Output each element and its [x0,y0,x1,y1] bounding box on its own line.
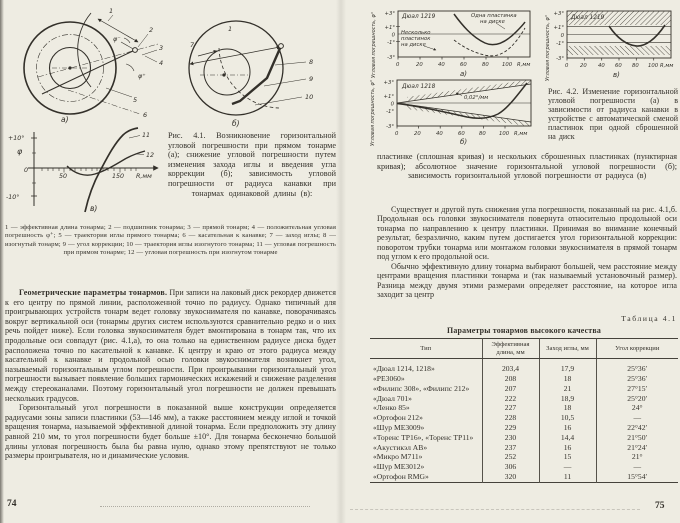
cell-angle: 25°36′ [627,373,648,383]
panel-label-a: а) [460,70,468,78]
tonearm-parameters-table [370,338,678,483]
mark-6: 6 [143,111,148,119]
cell-angle: 21°24′ [627,442,648,452]
xtick: 100 [648,63,659,69]
table-header-row [370,339,678,359]
col-header-length: Эффективная длина, мм [482,339,539,359]
fig41-legend: 1 — эффективная длина тонарма; 2 — подшипник тонарма; 3 — прямой тонарм; 4 — положительная угловая погрешность φ⁺; 5 — траектория иглы прямого тонарма; 6 — касательная к канавке; 7 — заход иглы; 8 — изогнутый тонарм; 9 — угол коррекции; 10 — траектория иглы изогнутого тонарма; 11 — угловая погрешность при прямом тонарме; 12 — угловая погрешность при изогнутом тонарме [5,224,336,256]
curve-11-label: 11 [142,132,151,139]
table-row [370,423,678,433]
x-tick-labels [395,131,527,137]
graph-v-labels [6,132,154,213]
cell-angle: 21°50′ [627,432,648,442]
dashed-label-line2: пластинок [401,36,431,42]
fig41-graph-error-vs-radius [4,126,168,214]
mark-1: 1 [228,25,233,33]
right-body-text [377,205,677,300]
paragraph-geometry [5,288,336,403]
chart-a-text [371,11,530,78]
fig42-chart-a [368,6,543,84]
cell-type: «Акустикэл АВ» [370,443,482,453]
paragraph-effective-length: Обычно эффективную длину тонарма выбирают большей, чем расстояние между центрами вращения пластинки тонарма и (так называемый установочный размер). Разница между двумя этими размерами определяет расстояние, на которое игла заходит за центр [377,261,677,300]
construction-lines [38,13,158,114]
mark-phi-plus: φ⁺ [138,72,146,80]
cell-length: 208 [482,374,539,384]
cell-length: 252 [482,452,539,462]
ytick: +3° [384,11,395,17]
mark-4: 4 [159,59,164,67]
cell-length: 229 [482,423,539,433]
x-tick-labels [565,63,673,69]
ytick: -1° [386,109,394,115]
dashed-label-line3: на диске [401,42,426,48]
y-axis-label: Угловая погрешность, φ° [370,79,376,146]
cell-overhang: 16 [539,443,596,453]
fig41a-labels [61,7,163,124]
table-label: Таблица 4.1 [621,314,677,323]
fig42-chart-b [367,76,545,150]
cell-type: «Микро М711» [370,452,482,462]
cell-length: 237 [482,443,539,453]
ytick: +1° [553,25,564,31]
x-unit-label: R,мм [136,173,152,180]
cell-length: 227 [482,403,539,413]
cell-type: «Дюал 701» [370,394,482,404]
cell-overhang: 16 [539,423,596,433]
mark-1: 1 [109,7,114,15]
cell-length: 230 [482,433,539,443]
xtick: 20 [416,62,423,68]
col-header-type: Тип [370,339,482,359]
paragraph-lead-rest: При записи на лаковый диск рекордер движется к его центру по прямой линии, расположенной точно по радиусу. Однако типичный для проигрывающих устройств тонарм ведет головку звукоснимателя по канавке, поворачиваясь вокруг вертикальной оси (тонармы других систем используются сравнительно редко и о них речь пойдет ниже). Если головка звукоснимателя будет вмонтирована в тонарм так, что их продольные оси совпадут (рис. 4.1,а), то она только на единственном радиусе диска будет расположена точно по касательной к канавке. К центру и краю от этого радиуса между касательной к канавке и продольной осью головки звукоснимателя возникнет угол, называемый горизонтальным углом погрешности. При проигрывании горизонтальный угол погрешности вызывает появление больших гармонических искажений и снижение разделения между стереоканалами. Поэтому горизонтальный угол погрешности не должен превышать нескольких градусов. [5,288,336,403]
ytick: -3° [387,55,395,61]
x-ruler-ticks [42,168,136,173]
y-axis-symbol: φ [17,147,23,156]
ytick: +3° [383,80,394,86]
xtick: 0 [396,62,400,68]
xtick: 20 [414,131,421,137]
y-zero-label: 0 [24,167,29,174]
curves [67,128,145,212]
fig41-caption: Рис. 4.1. Возникновение горизонтальной угловой погрешности при прямом тонарме (а); снижение угловой погрешности путем изменения захода иглы и введения угла коррекции (б); зависимость угловой погрешности от радиуса канавки при тонармах одинаковой длины (в): [168,131,336,198]
page-gutter-shadow [336,0,346,523]
xtick: 100 [499,131,510,137]
panel-label-v: в) [613,71,620,79]
cell-angle: 15°54′ [627,471,648,481]
ytick: 0 [391,32,395,39]
ytick: +1° [383,94,394,100]
col-header-angle: Угол коррекции [596,339,678,359]
cell-angle: 25°36′ [627,364,648,374]
scan-edge-artifact [0,0,4,523]
mark-5: 5 [133,96,138,104]
mark-7: 7 [190,41,195,49]
cell-overhang: — [539,462,596,472]
left-body-text [5,288,336,461]
table-row [370,413,678,423]
xtick: 60 [458,131,465,137]
cell-overhang: 18 [539,403,596,413]
axes [28,132,158,206]
table-row [370,394,678,404]
xtick: 80 [632,63,639,69]
paragraph-lead: Геометрические параметры тонармов. [19,288,168,297]
xtick: 60 [615,63,622,69]
fig42-caption-column: Рис. 4.2. Изменение горизонтальной угловой погрешности (а) в зависимости от радиуса канавки в устройстве с автоматической сменой пластинок при одной сброшенной на диск [548,87,678,141]
ytick: +1° [384,25,395,31]
x-unit-label: R,мм [517,62,531,68]
ytick: 0 [390,101,394,108]
cell-angle: 27°15′ [627,383,648,393]
cell-type: «Торенс ТР16», «Торенс ТР11» [370,433,482,443]
cell-angle: — [633,413,642,423]
table-row [370,359,678,374]
ytick: -3° [386,124,394,130]
mark-3: 3 [159,44,164,52]
ytick: 0 [560,33,564,39]
cell-type: «Филипс 308», «Филипс 212» [370,384,482,394]
x-unit-label: R,мм [660,63,674,69]
y-tick-labels [384,80,395,130]
cell-overhang: 14,4 [539,433,596,443]
panel-label-v: в) [90,204,98,213]
slope-annotation: 0,02°/мм [464,95,489,101]
xtick: 0 [565,63,569,69]
x-tick-150: 150 [112,173,125,180]
page-right [340,0,680,523]
y-top-label: +10° [8,135,25,142]
cell-angle: 22°42′ [627,422,648,432]
mark-2: 2 [149,26,154,34]
mark-10: 10 [305,93,314,101]
fig41-diagram-bent-tonearm [168,4,338,130]
table-row [370,462,678,472]
cell-type: «Ортофон 212» [370,413,482,423]
cell-angle: 25°20′ [627,393,648,403]
ytick: -1° [556,41,564,47]
chart-v-title: Дюал 1219 [571,15,605,21]
scan-smudge-right [350,509,640,510]
cell-length: 306 [482,462,539,472]
cell-angle: — [633,462,642,472]
xtick: 40 [436,131,443,137]
mark-9: 9 [309,75,314,83]
x-unit-label: R,мм [514,131,528,137]
xtick: 80 [482,62,489,68]
ytick: -1° [387,40,395,46]
table-row [370,384,678,394]
mark-phi-minus: φ⁻ [113,35,121,43]
ytick: +3° [553,11,564,17]
paragraph-correction-angle: Существует и другой путь снижения угла погрешности, показанный на рис. 4.1,б. Продольная ось головки звукоснимателя повернута относительно продольной оси тонарма по направлению к центру пластинки. Принимая во внимание конечный результат, безразлично, каким путем достигается угол горизонтальной коррекции: поворотом трубки тонарма или монтажом головки звукоснимателя в прямой тонарм под углом к его продольной оси. [377,205,677,262]
panel-label-b: б) [232,119,240,128]
col-header-overhang: Заход иглы, мм [539,339,596,359]
y-axis-label: Угловая погрешность, φ° [371,11,377,78]
xtick: 40 [598,63,605,69]
cell-angle: 24° [631,403,643,413]
table-row [370,433,678,443]
construction-lines [190,44,306,108]
cell-length: 320 [482,472,539,482]
y-tick-labels [554,11,565,62]
chart-b-title: Дюал 1218 [402,84,436,90]
record-circles [189,21,283,115]
xtick: 100 [502,62,513,68]
y-bottom-label: -10° [6,194,20,201]
error-curve [609,25,665,46]
ytick: -3° [556,56,564,62]
cell-overhang: 17,9 [539,359,596,374]
x-tick-50: 50 [59,173,68,180]
xtick: 0 [395,131,399,137]
cell-overhang: 11 [539,472,596,482]
x-tick-labels [396,62,530,68]
cell-type: «Ортофон RMG» [370,472,482,482]
cell-type: «РЕ3060» [370,374,482,384]
cell-overhang: 21 [539,384,596,394]
scan-smudge-left [100,506,310,507]
cell-type: «Ленко 85» [370,403,482,413]
cell-length: 203,4 [482,359,539,374]
page-number-left: 74 [7,499,17,509]
panel-label-b: б) [460,138,468,146]
curve-12-label: 12 [146,152,155,159]
cell-length: 222 [482,394,539,404]
xtick: 40 [438,62,445,68]
table-row [370,452,678,462]
mark-8: 8 [309,58,314,66]
xtick: 80 [479,131,486,137]
record-circles [24,22,116,114]
cell-overhang: 15 [539,452,596,462]
solid-label-line2: на диске [480,19,505,25]
cell-overhang: 18,9 [539,394,596,404]
dashed-label-line1: Несколько [401,30,431,36]
table-row [370,403,678,413]
cell-overhang: 10,5 [539,413,596,423]
cell-type: «Шур МЕ3012» [370,462,482,472]
cell-overhang: 18 [539,374,596,384]
curves [424,14,525,56]
fig41-diagram-straight-tonearm [8,4,168,126]
xtick: 60 [460,62,467,68]
fig42-chart-v [543,5,678,89]
solid-label-line1: Одна пластинка [471,13,517,19]
xtick: 20 [580,63,587,69]
fig42-caption-full: пластинке (сплошная кривая) и нескольких сброшенных пластинках (пунктирная кривая); абсолютное значение горизонтальной угловой погрешности (б); зависимость горизонтальной угловой погрешности от радиуса (в) [377,152,677,181]
cell-angle: 21° [631,452,643,462]
table-row [370,443,678,453]
panel-label-a: а) [61,115,69,124]
table-title: Параметры тонармов высокого качества [447,326,601,335]
paragraph-error-angle: Горизонтальный угол погрешности в показанной выше конструкции определяется радиусами зоны записи пластинки (53—146 мм), а также расстоянием между иглой и точкой вращения тонарма, называемой эффективной длиной тонарма. Если предположить эту длину равной 210 мм, то угол погрешности будет больше ±10°. Для тонарма бесконечно большой длины угловая погрешность была бы равна нулю, однако этому препятствуют не только размеры проигрывателя, но и динамические условия. [5,403,336,461]
table-row [370,374,678,384]
cell-length: 228 [482,413,539,423]
page-number-right: 75 [655,501,665,511]
table-row [370,472,678,482]
y-tick-labels [385,11,396,61]
cell-length: 207 [482,384,539,394]
cell-type: «Шур МЕ3009» [370,423,482,433]
cell-type: «Дюал 1214, 1218» [370,359,482,374]
chart-a-title: Дюал 1219 [402,14,436,20]
y-axis-label: Угловая погрешность, φ° [545,14,551,81]
